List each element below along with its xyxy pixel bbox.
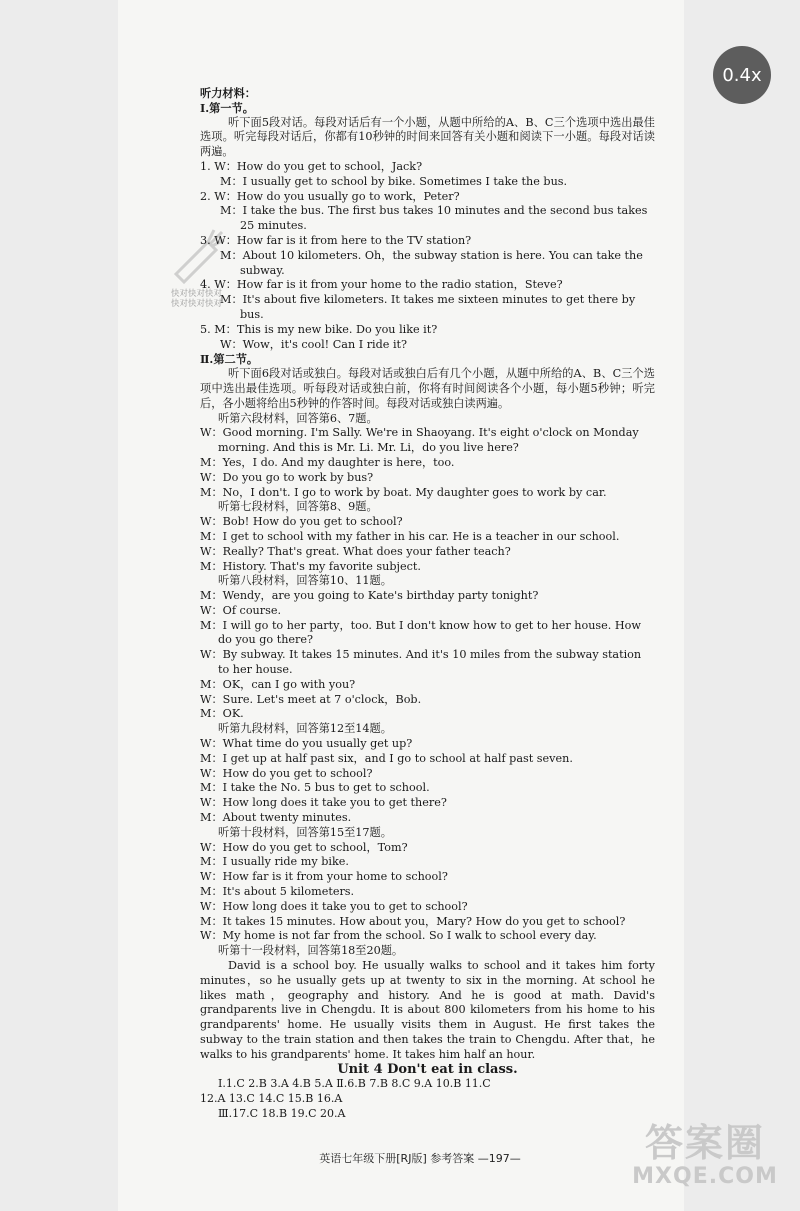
dialogue-line: M：I usually ride my bike. — [200, 855, 349, 869]
dialogue-line: M：About 10 kilometers. Oh，the subway station is here. You can take the subway. — [220, 248, 643, 277]
dialogue-line: W：How do you get to school，Tom? — [200, 840, 408, 854]
page-footer: 英语七年级下册[RJ版] 参考答案 —197— — [319, 1152, 521, 1165]
dialogue-line: W：How far is it from your home to school? — [200, 870, 448, 884]
passage-heading: 听第十段材料，回答第15至17题。 — [218, 825, 392, 839]
dialogue-line: W：Bob! How do you get to school? — [200, 515, 403, 529]
section1-title: Ⅰ.第一节。 — [200, 100, 254, 115]
corner-watermark-text: 快对快对快对 快对快对快对 — [171, 289, 223, 309]
dialogue-line: W：My home is not far from the school. So I walk to school every day. — [200, 929, 597, 943]
unit-title: Unit 4 Don't eat in class. — [337, 1061, 518, 1077]
dialogue-line: W：How do you get to school? — [200, 766, 373, 780]
dialogue-line: W：Of course. — [200, 603, 282, 617]
section2-title: Ⅱ.第二节。 — [200, 352, 259, 367]
dialogue-line: 1. W：How do you get to school，Jack? — [200, 159, 423, 173]
site-watermark-url: MXQE.COM — [632, 1164, 778, 1189]
dialogue-line: M：I take the bus. The first bus takes 10 minutes and the second bus takes 25 minutes. — [220, 204, 648, 233]
dialogue-line: 2. W：How do you usually go to work，Peter? — [200, 189, 460, 203]
dialogue-line: M：I usually get to school by bike. Sometimes I take the bus. — [220, 174, 568, 188]
section1-intro: 听下面5段对话。每段对话后有一个小题，从题中所给的A、B、C三个选项中选出最佳选项。听完每段对话后，你都有10秒钟的时间来回答有关小题和阅读下一小题。每段对话读两遍。 — [200, 115, 655, 159]
dialogue-line: W：Good morning. I'm Sally. We're in Shaoyang. It's eight o'clock on Monday morning. And this is Mr. Li. Mr. Li，do you live here? — [200, 426, 639, 455]
dialogue-line: W：Really? That's great. What does your father teach? — [200, 544, 511, 558]
answer-row: Ⅲ.17.C 18.B 19.C 20.A — [218, 1106, 346, 1120]
dialogue-line: M：Wendy，are you going to Kate's birthday party tonight? — [200, 589, 539, 603]
site-watermark-cn: 答案圈 — [644, 1121, 765, 1165]
dialogue-line: M：No，I don't. I go to work by boat. My daughter goes to work by car. — [200, 485, 607, 499]
answer-row: Ⅰ.1.C 2.B 3.A 4.B 5.A Ⅱ.6.B 7.B 8.C 9.A 10.B 11.C — [218, 1077, 491, 1091]
dialogue-line: W：Do you go to work by bus? — [200, 470, 374, 484]
dialogue-line: M：It's about 5 kilometers. — [200, 885, 355, 899]
zoom-level-badge[interactable]: 0.4x — [713, 46, 771, 104]
dialogue-line: M：I get up at half past six，and I go to school at half past seven. — [200, 751, 573, 765]
dialogue-line: M：About twenty minutes. — [200, 811, 352, 825]
dialogue-line: M：It's about five kilometers. It takes me sixteen minutes to get there by bus. — [220, 293, 636, 321]
dialogue-line: W：Sure. Let's meet at 7 o'clock，Bob. — [200, 692, 422, 706]
dialogue-line: W：How long does it take you to get there? — [200, 796, 447, 810]
site-watermark — [620, 1122, 790, 1190]
document-content — [200, 86, 655, 1122]
dialogue-line: 5. M：This is my new bike. Do you like it? — [200, 322, 438, 336]
dialogue-line: W：By subway. It takes 15 minutes. And it's 10 miles from the subway station to her house. — [200, 648, 642, 677]
dialogue-line: 3. W：How far is it from here to the TV station? — [200, 233, 472, 247]
dialogue-line: W：How long does it take you to get to school? — [200, 899, 468, 913]
page-heading: 听力材料： — [200, 86, 256, 100]
passage-heading: 听第九段材料，回答第12至14题。 — [218, 722, 392, 736]
monologue-text: David is a school boy. He usually walks to school and it takes him forty minutes，so he usually gets up at twenty to six in the morning. At school he likes math，geography and history. And he is good at math. David's grandparents live in Chengdu. It is about 800 kilometers from his home to his grandparents' home. He usually visits them in August. He first takes the subway to the train station and then takes the train to Chengdu. After that，he walks to his grandparents' home. It takes him half an hour. — [200, 959, 655, 1061]
passage-heading: 听第八段材料，回答第10、11题。 — [218, 574, 392, 588]
dialogue-line: M：I get to school with my father in his car. He is a teacher in our school. — [200, 529, 620, 543]
passage-heading: 听第六段材料，回答第6、7题。 — [218, 411, 378, 425]
section2-intro: 听下面6段对话或独白。每段对话或独白后有几个小题，从题中所给的A、B、C三个选项中选出最佳选项。听每段对话或独白前，你将有时间阅读各个小题，每小题5秒钟；听完后，各小题将给出5秒钟的作答时间。每段对话或独白读两遍。 — [200, 367, 655, 410]
passage-heading: 听第十一段材料，回答第18至20题。 — [218, 944, 404, 958]
dialogue-line: 4. W：How far is it from your home to the radio station，Steve? — [200, 278, 563, 292]
passage-heading: 听第七段材料，回答第8、9题。 — [218, 500, 378, 514]
answer-row: 12.A 13.C 14.C 15.B 16.A — [200, 1092, 343, 1106]
dialogue-line: M：I take the No. 5 bus to get to school. — [200, 781, 430, 795]
dialogue-line: M：I will go to her party，too. But I don't know how to get to her house. How do you go there? — [200, 618, 641, 647]
dialogue-line: M：It takes 15 minutes. How about you，Mary? How do you get to school? — [200, 914, 626, 928]
dialogue-line: M：Yes，I do. And my daughter is here，too. — [200, 455, 455, 469]
dialogue-line: M：OK，can I go with you? — [200, 677, 356, 691]
dialogue-line: W：What time do you usually get up? — [200, 737, 413, 751]
dialogue-line: W：Wow，it's cool! Can I ride it? — [220, 337, 408, 351]
dialogue-line: M：OK. — [200, 707, 244, 721]
dialogue-line: M：History. That's my favorite subject. — [200, 559, 421, 573]
